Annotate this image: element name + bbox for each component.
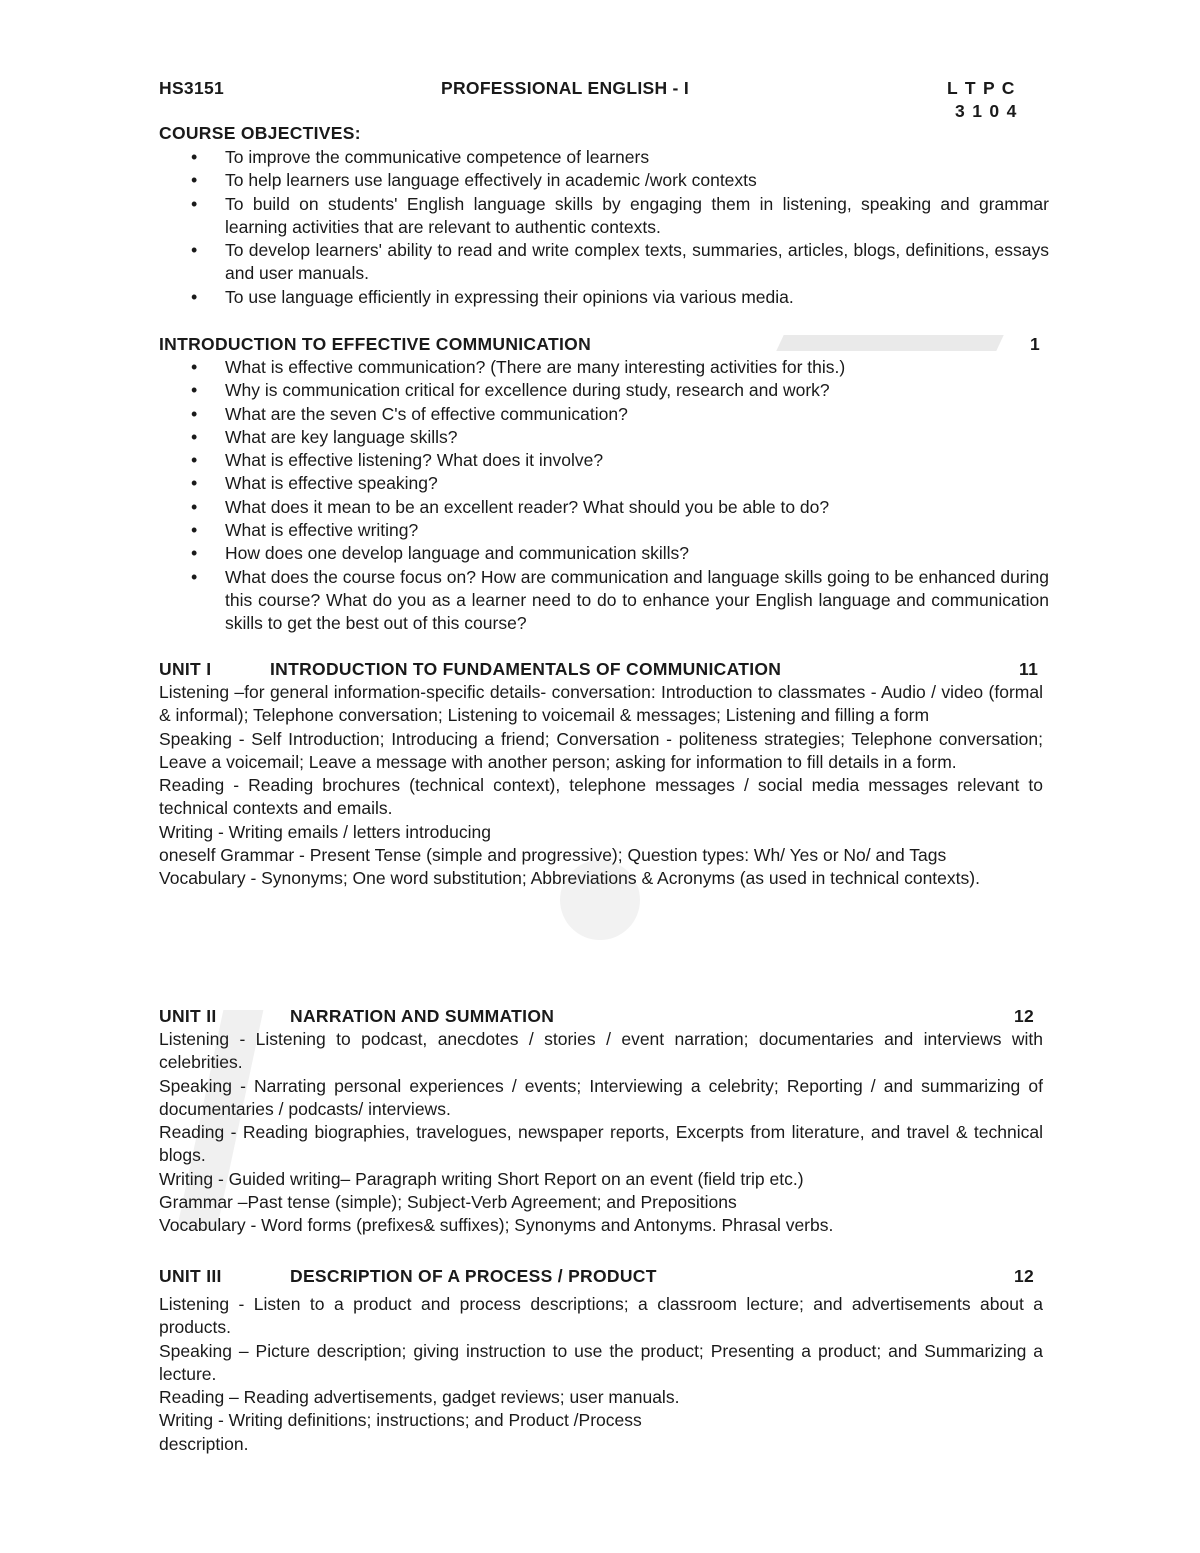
- ltpc-values: 3 1 0 4: [955, 101, 1017, 121]
- unit3-hours: 12: [1014, 1266, 1035, 1286]
- unit2-line: Listening - Listening to podcast, anecdotes / stories / event narration; documentaries and interviews with celebrities.: [159, 1029, 1043, 1073]
- list-item: • To help learners use language effectively in academic /work contexts: [159, 169, 1049, 192]
- list-item: • How does one develop language and communication skills?: [159, 542, 1049, 565]
- unit2-line: Speaking - Narrating personal experiences / events; Interviewing a celebrity; Reporting / and summarizing of documentaries / podcasts/ interviews.: [159, 1075, 1043, 1119]
- unit2-title: NARRATION AND SUMMATION: [290, 1006, 555, 1026]
- unit3-line: description.: [159, 1433, 249, 1454]
- unit2-hours: 12: [1014, 1006, 1035, 1026]
- unit1-line: Reading - Reading brochures (technical context), telephone messages / social media messages relevant to technical contexts and emails.: [159, 775, 1043, 819]
- unit1-title: INTRODUCTION TO FUNDAMENTALS OF COMMUNICATION: [270, 659, 782, 679]
- unit3-line: Writing - Writing definitions; instructions; and Product /Process: [159, 1410, 642, 1431]
- list-item: • What does the course focus on? How are communication and language skills going to be enhanced during this course? What do you as a learner need to do to enhance your English language and communication skills to get the best out of this course?: [159, 566, 1049, 636]
- unit3-line: Reading – Reading advertisements, gadget reviews; user manuals.: [159, 1387, 680, 1408]
- unit3-line: Listening - Listen to a product and process descriptions; a classroom lecture; and advertisements about a products.: [159, 1294, 1043, 1338]
- unit3-label: UNIT III: [159, 1266, 222, 1286]
- intro-list: [159, 356, 1049, 636]
- course-title: PROFESSIONAL ENGLISH - I: [441, 78, 690, 98]
- unit1-line: Writing - Writing emails / letters introducing: [159, 821, 491, 842]
- list-item: • What does it mean to be an excellent reader? What should you be able to do?: [159, 496, 1049, 519]
- objectives-list: [159, 146, 1049, 309]
- unit2-label: UNIT II: [159, 1006, 217, 1026]
- unit1-body: [159, 681, 1043, 891]
- unit2-line: Grammar –Past tense (simple); Subject-Verb Agreement; and Prepositions: [159, 1192, 737, 1213]
- list-item: • Why is communication critical for excellence during study, research and work?: [159, 379, 1049, 402]
- unit2-body: [159, 1028, 1043, 1238]
- watermark: [776, 335, 1003, 351]
- unit1-line: oneself Grammar - Present Tense (simple and progressive); Question types: Wh/ Yes or No/ and Tags: [159, 845, 947, 866]
- unit1-line: Vocabulary - Synonyms; One word substitution; Abbreviations & Acronyms (as used in technical contexts).: [159, 868, 980, 889]
- course-code: HS3151: [159, 78, 225, 98]
- unit1-line: Speaking - Self Introduction; Introducing a friend; Conversation - politeness strategies; Telephone conversation; Leave a voicemail; Leave a message with another person; asking for information to fill details in a form.: [159, 728, 1043, 772]
- intro-hours: 1: [1030, 334, 1041, 354]
- unit2-line: Reading - Reading biographies, travelogues, newspaper reports, Excerpts from literature, and travel & technical blogs.: [159, 1122, 1043, 1166]
- list-item: • What are key language skills?: [159, 426, 1049, 449]
- unit1-hours: 11: [1019, 659, 1039, 679]
- list-item: • What is effective listening? What does it involve?: [159, 449, 1049, 472]
- unit2-line: Vocabulary - Word forms (prefixes& suffixes); Synonyms and Antonyms. Phrasal verbs.: [159, 1215, 834, 1236]
- list-item: • To use language efficiently in expressing their opinions via various media.: [159, 286, 1049, 309]
- unit1-label: UNIT I: [159, 659, 212, 679]
- unit3-title: DESCRIPTION OF A PROCESS / PRODUCT: [290, 1266, 657, 1286]
- intro-heading: INTRODUCTION TO EFFECTIVE COMMUNICATION: [159, 334, 592, 354]
- list-item: • To build on students' English language skills by engaging them in listening, speaking and grammar learning activities that are relevant to authentic contexts.: [159, 193, 1049, 240]
- unit3-line: Speaking – Picture description; giving instruction to use the product; Presenting a product; and Summarizing a lecture.: [159, 1340, 1043, 1384]
- ltpc-letters: L T P C: [947, 78, 1015, 98]
- list-item: • What are the seven C's of effective communication?: [159, 403, 1049, 426]
- list-item: • What is effective writing?: [159, 519, 1049, 542]
- objectives-heading: COURSE OBJECTIVES:: [159, 123, 361, 143]
- list-item: • What is effective communication? (There are many interesting activities for this.): [159, 356, 1049, 379]
- list-item: • To improve the communicative competence of learners: [159, 146, 1049, 169]
- list-item: • What is effective speaking?: [159, 472, 1049, 495]
- list-item: • To develop learners' ability to read and write complex texts, summaries, articles, blogs, definitions, essays and user manuals.: [159, 239, 1049, 286]
- unit1-line: Listening –for general information-specific details- conversation: Introduction to classmates - Audio / video (formal & informal); Telephone conversation; Listening to voicemail & messages; Listening and filling a form: [159, 682, 1043, 726]
- unit3-body: [159, 1293, 1043, 1456]
- unit2-line: Writing - Guided writing– Paragraph writing Short Report on an event (field trip etc.): [159, 1168, 804, 1189]
